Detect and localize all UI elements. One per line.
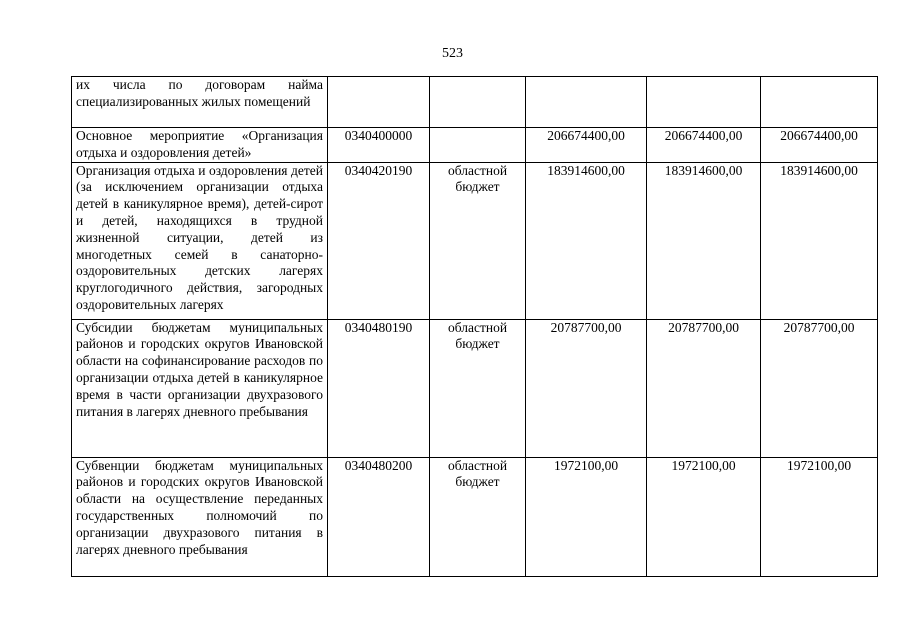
- row-source-cell: областной бюджет: [430, 162, 526, 319]
- row-name-cell: Организация отдыха и оздоровления детей (за исключением организации отдыха детей в каникулярное время), детей-сирот и детей, находящихся в трудной жизненной ситуации, детей из многодетных семей в санаторно-оздоровительных детских лагерях круглогодичного действия, загородных оздоровительных лагерях: [72, 162, 328, 319]
- row-name-cell: их числа по договорам найма специализированных жилых помещений: [72, 77, 328, 128]
- row-code-cell: 0340480190: [328, 319, 430, 457]
- row-amount-2-cell: 1972100,00: [647, 457, 761, 576]
- table-row: [72, 319, 878, 457]
- row-amount-1-cell: [526, 77, 647, 128]
- table-row: [72, 128, 878, 163]
- row-amount-2-cell: [647, 77, 761, 128]
- row-name-cell: Основное мероприятие «Организация отдыха и оздоровления детей»: [72, 128, 328, 163]
- row-name-cell: [72, 457, 328, 576]
- table-row: [72, 457, 878, 576]
- row-code-cell: [328, 77, 430, 128]
- table-row: [72, 77, 878, 128]
- row-amount-1-cell: 206674400,00: [526, 128, 647, 163]
- row-amount-3-cell: 20787700,00: [761, 319, 878, 457]
- row-code-cell: 0340400000: [328, 128, 430, 163]
- row-amount-3-cell: 206674400,00: [761, 128, 878, 163]
- row-amount-1-cell: 1972100,00: [526, 457, 647, 576]
- row-amount-2-cell: 20787700,00: [647, 319, 761, 457]
- row-amount-1-cell: 183914600,00: [526, 162, 647, 319]
- page-number: 523: [442, 46, 463, 61]
- table-row: [72, 162, 878, 319]
- row-amount-3-cell: 183914600,00: [761, 162, 878, 319]
- row-code-cell: 0340480200: [328, 457, 430, 576]
- row-amount-3-cell: 1972100,00: [761, 457, 878, 576]
- row-amount-1-cell: 20787700,00: [526, 319, 647, 457]
- row-code-cell: 0340420190: [328, 162, 430, 319]
- row-amount-3-cell: [761, 77, 878, 128]
- row-amount-2-cell: 183914600,00: [647, 162, 761, 319]
- row-source-cell: [430, 128, 526, 163]
- budget-table: [71, 76, 878, 577]
- row-source-cell: областной бюджет: [430, 319, 526, 457]
- row-amount-2-cell: 206674400,00: [647, 128, 761, 163]
- row-name-text: Субвенции бюджетам муниципальных районов и городских округов Ивановской области на осуществление переданных государственных полномочий по организации двухразового питания в лагерях дневного пребывания: [76, 457, 323, 557]
- row-source-cell: [430, 77, 526, 128]
- row-source-cell: областной бюджет: [430, 457, 526, 576]
- row-name-cell: Субсидии бюджетам муниципальных районов и городских округов Ивановской области на софинансирование расходов по организации отдыха детей в каникулярное время в части организации двухразового питания в лагерях дневного пребывания: [72, 319, 328, 457]
